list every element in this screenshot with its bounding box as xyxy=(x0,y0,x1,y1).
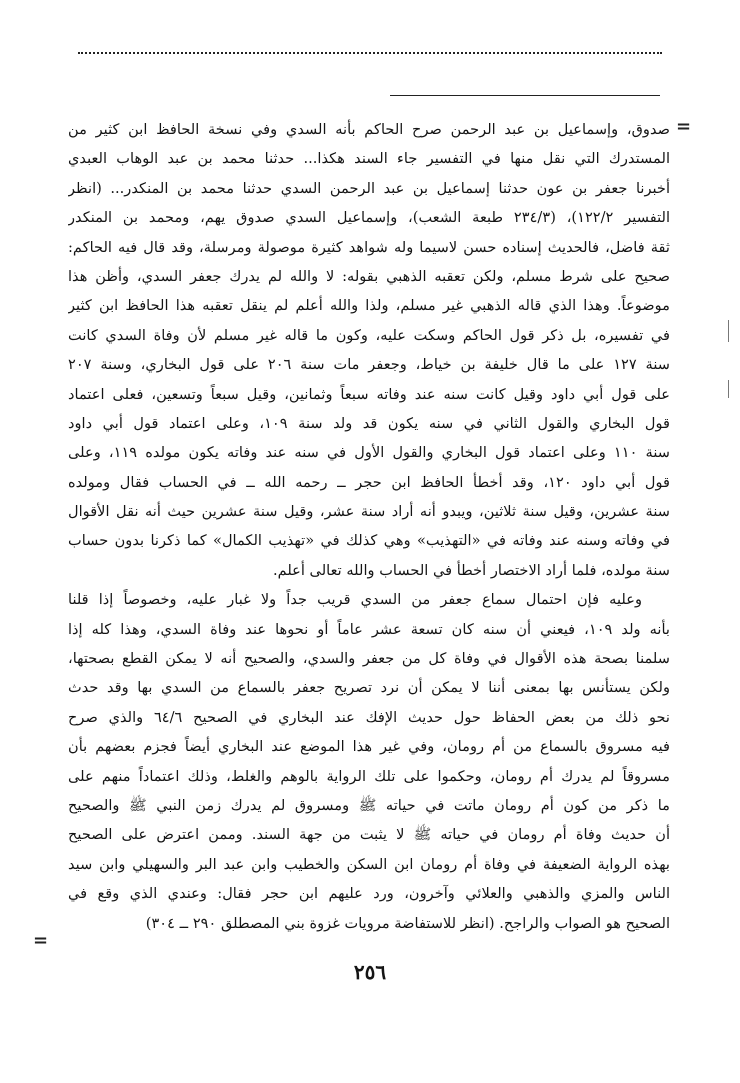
continuation-mark-end: = xyxy=(33,930,49,951)
text-line: المستدرك التي نقل منها في التفسير جاء السند هكذا... حدثنا محمد بن عبد الوهاب العبدي xyxy=(68,150,670,168)
text-line: في وفاته وسنه عند وفاته في «التهذيب» وهي كذلك في «تهذيب الكمال» كما ذكرنا بدون حساب xyxy=(68,532,670,550)
text-line: سلمنا بصحة هذه الأقوال في وفاة كل من جعفر والسدي، والصحيح أنه لا يمكن القطع بصحتها، xyxy=(68,650,670,668)
paragraph xyxy=(68,115,670,585)
scan-edge-mark xyxy=(728,320,729,342)
text-line: ولكن يستأنس بها بمعنى أننا لا يمكن أن نرد تصريح جعفر بالسماع من السدي بها وقد حدث xyxy=(68,679,670,697)
text-line: سنة ١٢٧ على ما قال خليفة بن خياط، وجعفر مات سنة ٢٠٦ على قول البخاري، وسنة ٢٠٧ xyxy=(68,356,670,374)
top-dotted-separator xyxy=(78,52,662,54)
footnote-text xyxy=(68,115,670,938)
text-line: أخبرنا جعفر بن عون حدثنا إسماعيل بن عبد الرحمن السدي حدثنا محمد بن المنكدر... (انظر xyxy=(68,179,670,197)
text-line: قول البخاري والقول الثاني في سنه يكون قد ولد سنة ١٠٩، وعلى اعتماد قول أبي داود xyxy=(68,414,670,432)
footnote-rule xyxy=(390,95,660,96)
text-line: مسروقاً لم يدرك أم رومان، وحكموا على تلك الرواية بالوهم والغلط، وذلك اعتماداً منهم على xyxy=(68,767,670,785)
continuation-mark-start: = xyxy=(676,116,692,137)
text-line: في تفسيره، بل ذكر قول الحاكم وسكت عليه، وكون ما قاله غير مسلم لأن وفاة السدي كانت xyxy=(68,326,670,344)
text-line: التفسير ١٢٢/٢)، (٢٣٤/٣ طبعة الشعب)، وإسماعيل السدي صدوق يهم، ومحمد بن المنكدر xyxy=(68,209,670,227)
text-line: ما ذكر من كون أم رومان ماتت في حياته ﷺ ومسروق لم يدرك زمن النبي ﷺ والصحيح xyxy=(68,796,670,814)
text-line: سنة عشرين، وقيل سنة ثلاثين، ويبدو أنه أراد سنة عشر، وقيل سنة عشرين حيث أنه نقل الأقوال xyxy=(68,503,670,521)
text-line: قول أبي داود ١٢٠، وقد أخطأ الحافظ ابن حجر ــ رحمه الله ــ في الحساب فقال ومولده xyxy=(68,473,670,491)
text-line: صدوق، وإسماعيل بن عبد الرحمن صرح الحاكم بأنه السدي وفي نسخة الحافظ ابن كثير من xyxy=(68,121,670,138)
text-line: ثقة فاضل، فالحديث إسناده حسن لاسيما وله شواهد كثيرة موصولة ومرسلة، وقد قال فيه الحاكم: xyxy=(68,238,670,256)
text-line: أن حديث وفاة أم رومان في حياته ﷺ لا يثبت من جهة السند. وممن اعترض على الصحيح xyxy=(68,826,670,844)
text-line: بأنه ولد ١٠٩، فيعني أن سنه كان تسعة عشر عاماً أو نحوها عند وفاة السدي، وهذا كله إذا xyxy=(68,620,670,638)
scan-edge-mark xyxy=(728,380,729,398)
text-line: صحيح على شرط مسلم، ولكن تعقبه الذهبي بقوله: لا والله لم يدرك جعفر السدي، وأظن هذا xyxy=(68,267,670,285)
text-line: فيه مسروق بالسماع من أم رومان، وفي غير هذا الموضع عند البخاري أيضاً فجزم بعضهم بأن xyxy=(68,738,670,756)
text-line: الصحيح هو الصواب والراجح. (انظر للاستفاضة مرويات غزوة بني المصطلق ٢٩٠ ــ ٣٠٤) xyxy=(145,914,670,932)
text-line: بهذه الرواية الضعيفة في وفاة أم رومان ابن السكن والخطيب وابن عبد البر والسهيلي وابن سيد xyxy=(68,855,670,873)
text-line: الناس والمزي والذهبي والعلائي وآخرون، ورد عليهم ابن حجر فقال: وعندي الذي وقع في xyxy=(68,885,670,903)
text-line: على قول أبي داود وقيل كانت سنه عند وفاته سبعاً وثمانين، وقيل سبعاً وتسعين، فعلى اعتماد xyxy=(68,385,670,403)
text-line: سنة ١١٠ وعلى اعتماد قول البخاري والقول الأول في سنه عند وفاته يكون مولده ١١٩، وعلى xyxy=(68,444,670,462)
text-line: نحو ذلك من بعض الحفاظ حول حديث الإفك عند البخاري في الصحيح ٦٤/٦ والذي صرح xyxy=(68,708,670,726)
text-line: موضوعاً. وهذا الذي قاله الذهبي غير مسلم، ولذا والله أعلم لم ينقل تعقبه هذا الحافظ ابن كثير xyxy=(68,297,670,315)
paragraph xyxy=(68,585,670,938)
page-number: ٢٥٦ xyxy=(353,960,387,984)
text-line: وعليه فإن احتمال سماع جعفر من السدي قريب جداً ولا غبار عليه، وخصوصاً إذا قلنا xyxy=(68,591,642,609)
text-line: سنة مولده، فلما أراد الاختصار أخطأ في الحساب والله تعالى أعلم. xyxy=(272,561,670,579)
